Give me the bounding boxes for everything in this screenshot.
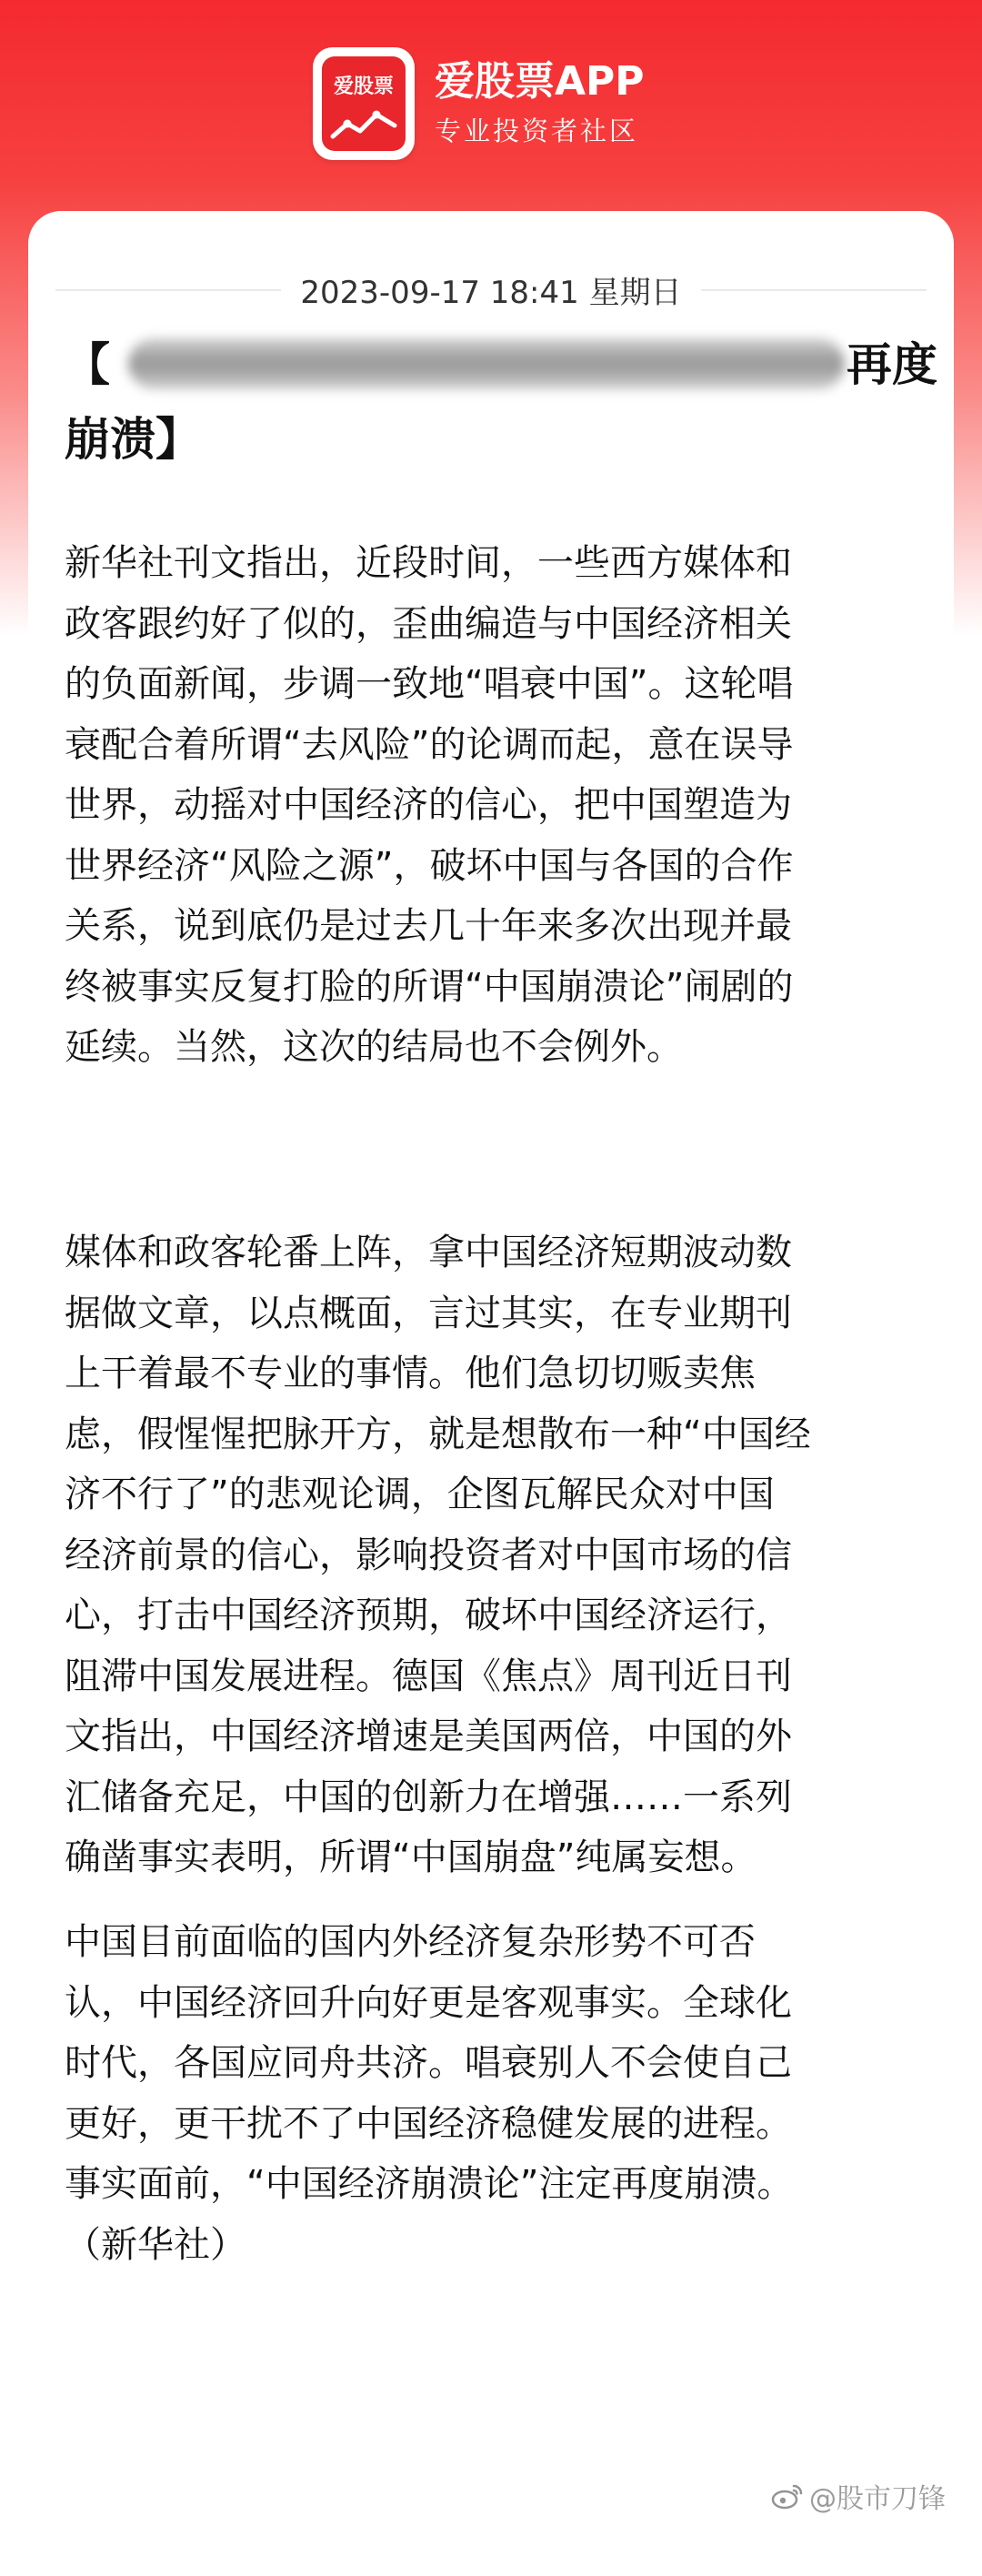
app-name: 爱股票APP bbox=[435, 58, 645, 105]
stock-chart-icon bbox=[329, 106, 398, 142]
title-visible-end: 再度 bbox=[847, 338, 937, 391]
watermark bbox=[771, 2476, 946, 2516]
weibo-icon bbox=[771, 2482, 804, 2510]
title-line-2: 崩溃】 bbox=[65, 413, 201, 466]
article-paragraph-1: 新华社刊文指出，近段时间，一些西方媒体和 政客跟约好了似的，歪曲编造与中国经济相关 的负面新闻，步调一致地“唱衰中国”。这轮唱 衰配合着所谓“去风险”的论调而起，意在误导 世界，动摇对中国经济的信心，把中国塑造为 世界经济“风险之源”，破坏中国与各国的合作 关系，说到底仍是过去几十年来多次出现并最 终被事实反复打脸的所谓“中国崩溃论”闹剧的 延续。当然，这次的结局也不会例外。 bbox=[65, 542, 794, 1068]
divider-right bbox=[701, 289, 927, 291]
app-logo-icon bbox=[313, 47, 415, 160]
title-bracket-open: 【 bbox=[65, 338, 110, 391]
article-paragraph-3: 中国目前面临的国内外经济复杂形势不可否 认，中国经济回升向好更是客观事实。全球化 时代，各国应同舟共济。唱衰别人不会使自己 更好，更干扰不了中国经济稳健发展的进程。 事实面前，“中国经济崩溃论”注定再度崩溃。 （新华社） bbox=[65, 1921, 794, 2266]
app-brand bbox=[313, 45, 645, 162]
article-card bbox=[28, 211, 954, 2576]
app-logo-text: 爱股票 bbox=[333, 75, 394, 98]
article-title bbox=[65, 327, 945, 477]
article-paragraph-2: 媒体和政客轮番上阵，拿中国经济短期波动数 据做文章，以点概面，言过其实，在专业期刊 上干着最不专业的事情。他们急切切贩卖焦 虑，假惺惺把脉开方，就是想散布一种“中国经 济不行了”的悲观论调，企图瓦解民众对中国 经济前景的信心，影响投资者对中国市场的信 心，打击中国经济预期，破坏中国经济运行， 阻滞中国发展进程。德国《焦点》周刊近日刊 文指出，中国经济增速是美国两倍，中国的外 汇储备充足，中国的创新力在增强……一系列 确凿事实表明，所谓“中国崩盘”纯属妄想。 bbox=[65, 1232, 811, 1878]
watermark-text: @股市刀锋 bbox=[809, 2483, 946, 2515]
app-slogan: 专业投资者社区 bbox=[435, 116, 639, 146]
redacted-title-blur bbox=[128, 338, 845, 389]
article-datetime: 2023-09-17 18:41 星期日 bbox=[300, 275, 682, 311]
